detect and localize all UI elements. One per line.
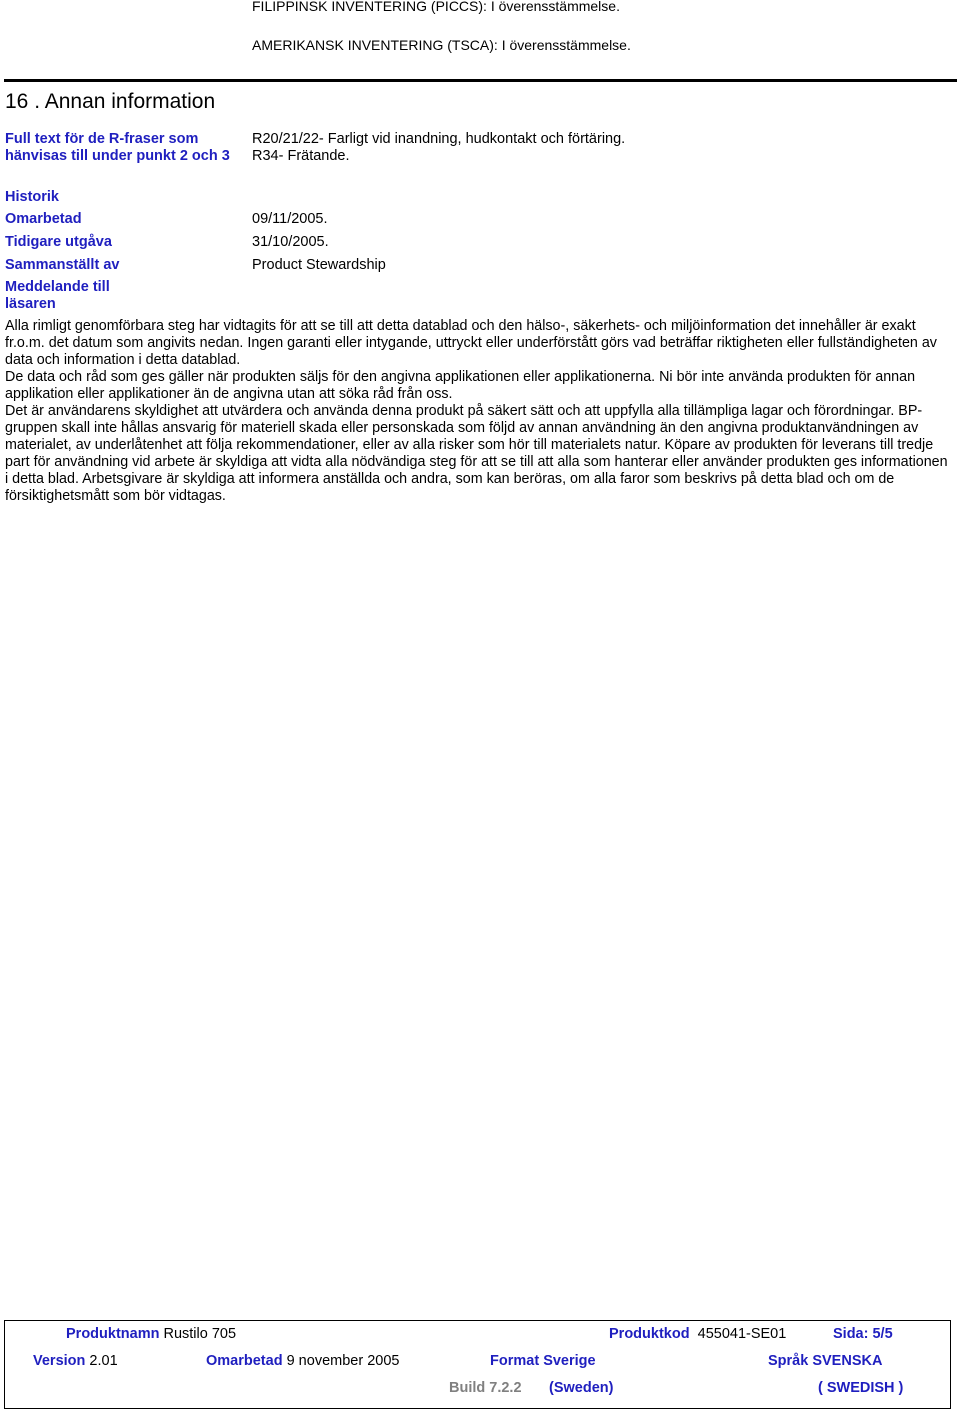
language-label: Språk <box>768 1353 809 1369</box>
notice-paragraph: Det är användarens skyldighet att utvärdera och använda denna produkt på säkert sätt och att uppfylla alla tillämpliga lagar och förordningar. BP-gruppen skall inte hållas ansvarig för materiell skada eller personskada som följd av annan användning än den angivna produktanvändningen av materialet, av underlåtenhet att följa rekommendationer, eller av alla risker som hör till materialets natur. Köpare av produkten för leverans till tredje part för användning vid arbete är skyldiga att vidta alla nödvändiga steg för att se till att alla som hanterar eller använder produkten ges informationen i detta blad. Arbetsgivare är skyldiga att informera anställda och andra, som kan beröras, om alla faror som beskrivs på detta blad och om de försiktighetsmått som bör vidtagas. <box>5 403 948 504</box>
revised-label: Omarbetad <box>5 211 82 227</box>
version <box>33 1353 118 1369</box>
header-tsca: AMERIKANSK INVENTERING (TSCA): I överensstämmelse. <box>252 37 631 53</box>
notice-text <box>5 318 951 505</box>
footer-revised-label: Omarbetad <box>206 1353 283 1369</box>
previous-edition-value: 31/10/2005. <box>252 234 329 250</box>
rphrases-label: Full text för de R-fraser som hänvisas till under punkt 2 och 3 <box>5 131 230 164</box>
format <box>490 1353 596 1369</box>
notice-paragraph: Alla rimligt genomförbara steg har vidtagits för att se till att detta datablad och den hälso-, säkerhets- och miljöinformation det innehåller är exakt fr.o.m. det datum som angivits nedan. Ingen garanti eller intygande, uttryckt eller underförstått görs vad beträffar riktigheten eller fullständigheten av data och information i detta datablad. <box>5 318 937 368</box>
rphrase-2: R34- Frätande. <box>252 148 350 164</box>
notice-label: Meddelande till läsaren <box>5 279 110 312</box>
language <box>768 1353 882 1369</box>
format-label: Format <box>490 1353 540 1369</box>
compiled-by-value: Product Stewardship <box>252 257 386 273</box>
product-code-label: Produktkod <box>609 1326 690 1342</box>
history-label: Historik <box>5 189 59 205</box>
build-number: Build 7.2.2 <box>449 1380 522 1396</box>
compiled-by-label: Sammanställt av <box>5 257 120 273</box>
page-footer <box>4 1320 951 1409</box>
header-piccs: FILIPPINSK INVENTERING (PICCS): I överensstämmelse. <box>252 0 620 14</box>
rphrase-1: R20/21/22- Farligt vid inandning, hudkontakt och förtäring. <box>252 131 626 147</box>
page-number: Sida: 5/5 <box>833 1326 893 1342</box>
revised-value: 09/11/2005. <box>252 211 328 227</box>
version-value: 2.01 <box>89 1353 118 1369</box>
language-value: SVENSKA <box>812 1353 883 1369</box>
version-label: Version <box>33 1353 86 1369</box>
product-name-label: Produktnamn <box>66 1326 160 1342</box>
language-name: ( SWEDISH ) <box>818 1380 904 1396</box>
country: (Sweden) <box>549 1380 614 1396</box>
product-code <box>609 1326 786 1342</box>
format-value: Sverige <box>543 1353 596 1369</box>
notice-paragraph: De data och råd som ges gäller när produkten säljs för den angivna applikationen eller applikationerna. Ni bör inte använda produkten för annan applikation eller applikationer än de angivna utan att söka råd från oss. <box>5 369 916 402</box>
section-title: 16 . Annan information <box>5 90 216 113</box>
footer-revised <box>206 1353 399 1369</box>
section-divider <box>4 79 957 82</box>
product-code-value: 455041-SE01 <box>697 1326 787 1342</box>
previous-edition-label: Tidigare utgåva <box>5 234 112 250</box>
footer-revised-value: 9 november 2005 <box>286 1353 400 1369</box>
product-name <box>66 1326 236 1342</box>
product-name-value: Rustilo 705 <box>163 1326 237 1342</box>
